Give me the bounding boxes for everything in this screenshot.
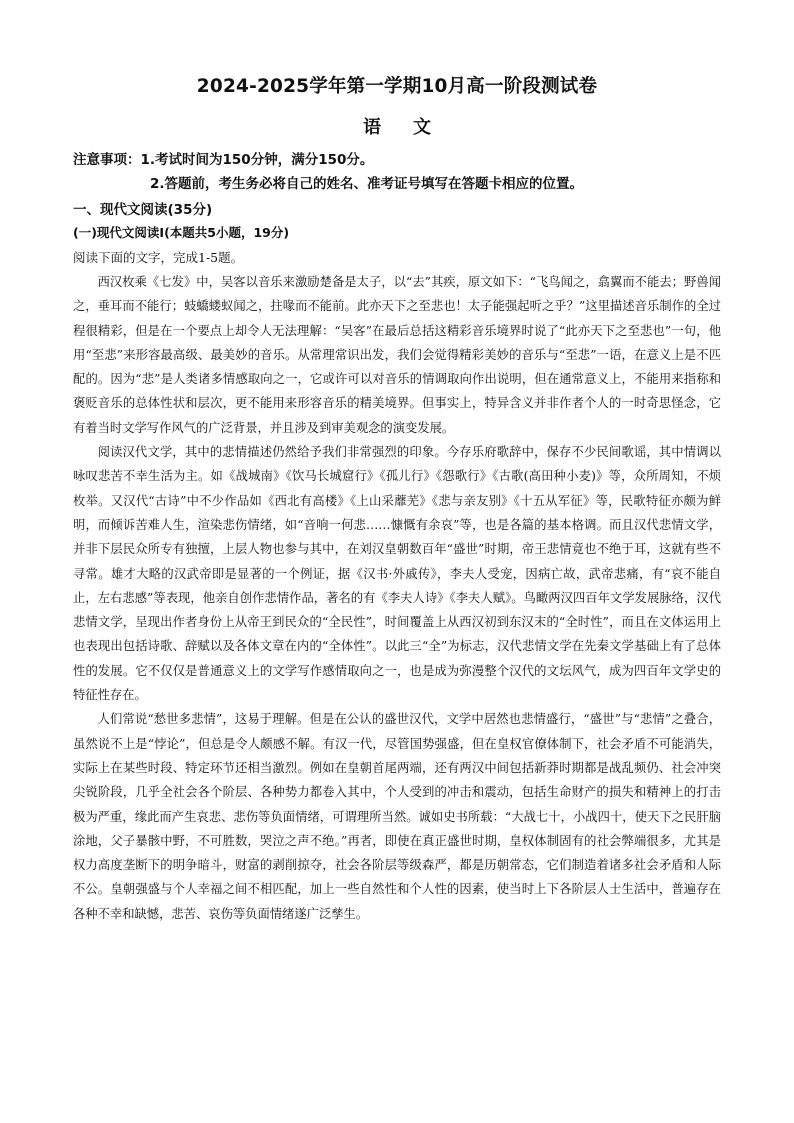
notes-row-1 <box>73 148 583 172</box>
exam-notes <box>73 148 583 196</box>
notes-item-2: 2.答题前，考生务必将自己的姓名、准考证号填写在答题卡相应的位置。 <box>150 176 584 192</box>
passage-paragraph-2: 阅读汉代文学，其中的悲情描述仍然给予我们非常强烈的印象。今存乐府歌辞中，保存不少民间歌谣，其中情调以咏叹悲苦不幸生活为主。如《战城南》《饮马长城窟行》《孤儿行》《怨歌行》《古歌(高田种小麦)》等，众所周知，不烦枚举。又汉代“古诗”中不少作品如《西北有高楼》《上山采蘼芜》《悲与亲友别》《十五从军征》等，民歌特征亦颇为鲜明，而倾诉苦难人生，渲染悲伤情绪，如“音响一何悲……慷慨有余哀”等，也是各篇的基本格调。而且汉代悲情文学，并非下层民众所专有独擅，上层人物也参与其中，在刘汉皇朝数百年“盛世”时期，帝王悲情竟也不绝于耳，这就有些不寻常。雄才大略的汉武帝即是显著的一个例证，据《汉书·外戚传》，李夫人受宠，因病亡故，武帝悲痛，有“哀不能自止，左右悲感”等表现，他亲自创作悲情作品，著名的有《李夫人诗》《李夫人赋》。鸟瞰两汉四百年文学发展脉络，汉代悲情文学，呈现出作者身份上从帝王到民众的“全民性”，时间覆盖上从西汉初到东汉末的“全时性”，而且在文体运用上也表现出包括诗歌、辞赋以及各体文章在内的“全体性”。以此三“全”为标志，汉代悲情文学在先秦文学基础上有了总体性的发展。它不仅仅是普通意义上的文学写作感情取向之一，也是成为弥漫整个汉代的文坛风气，成为四百年文学史的特征性存在。 <box>73 445 721 703</box>
notes-item-1: 1.考试时间为150分钟，满分150分。 <box>140 152 374 168</box>
reading-instruction: 阅读下面的文字，完成1-5题。 <box>73 250 244 265</box>
notes-label: 注意事项： <box>73 152 141 168</box>
reading-passage <box>73 270 721 926</box>
subject-title: 语文 <box>363 117 463 138</box>
passage-paragraph-3: 人们常说“愁世多悲情”，这易于理解。但是在公认的盛世汉代，文学中居然也悲情盛行，“盛世”与“悲情”之叠合，虽然说不上是“悖论”，但总是令人颇感不解。有汉一代，尽管国势强盛，但在皇权官僚体制下，社会矛盾不可能消失，实际上在某些时段、特定环节还相当激烈。例如在皇朝首尾两端，还有两汉中间包括新莽时期都是战乱频仍、社会冲突尖锐阶段，几乎全社会各个阶层、各种势力都卷入其中，个人受到的冲击和震动，包括生命财产的损失和精神上的打击极为严重，缘此而产生哀悲、悲伤等负面情绪，可谓理所当然。诚如史书所载：“大战七十，小战四十，使天下之民肝脑涂地，父子暴骸中野，不可胜数，哭泣之声不绝。”再者，即使在真正盛世时期，皇权体制固有的社会弊端很多，尤其是权力高度垄断下的明争暗斗，财富的剥削掠夺，社会各阶层等级森严，都是历朝常态，它们制造着诸多社会矛盾和人际不公。皇朝强盛与个人幸福之间不相匹配，加上一些自然性和个人性的因素，使当时上下各阶层人士生活中，普遍存在各种不幸和缺憾，悲苦、哀伤等负面情绪遂广泛孳生。 <box>73 712 721 921</box>
subsection-heading: (一)现代文阅读Ⅰ(本题共5小题，19分) <box>73 225 290 240</box>
section-heading: 一、现代文阅读(35分) <box>73 202 213 218</box>
passage-paragraph-1: 西汉枚乘《七发》中，吴客以音乐来激励楚备是太子，以“去”其疾，原文如下：“飞鸟闻之，翕翼而不能去；野兽闻之，垂耳而不能行；蚑蟜蝼蚁闻之，拄喙而不能前。此亦天下之至悲也！太子能强起听之乎？”这里描述音乐制作的全过程很精彩，但是在一个要点上却令人无法理解：“吴客”在最后总括这精彩音乐境界时说了“此亦天下之至悲也”一句，他用“至悲”来形容最高级、最美妙的音乐。从常理常识出发，我们会觉得精彩美妙的音乐与“至悲”一语，在意义上是不匹配的。因为“悲”是人类诸多情感取向之一，它或许可以对音乐的情调取向作出说明，但在通常意义上，不能用来指称和褒贬音乐的总体性状和层次，更不能用来形容音乐的精美境界。但事实上，特异含义并非作者个人的一时奇思怪念，它有着当时文学写作风气的广泛背景，并且涉及到审美观念的演变发展。 <box>73 275 721 435</box>
exam-title: 2024-2025学年第一学期10月高一阶段测试卷 <box>196 76 598 97</box>
